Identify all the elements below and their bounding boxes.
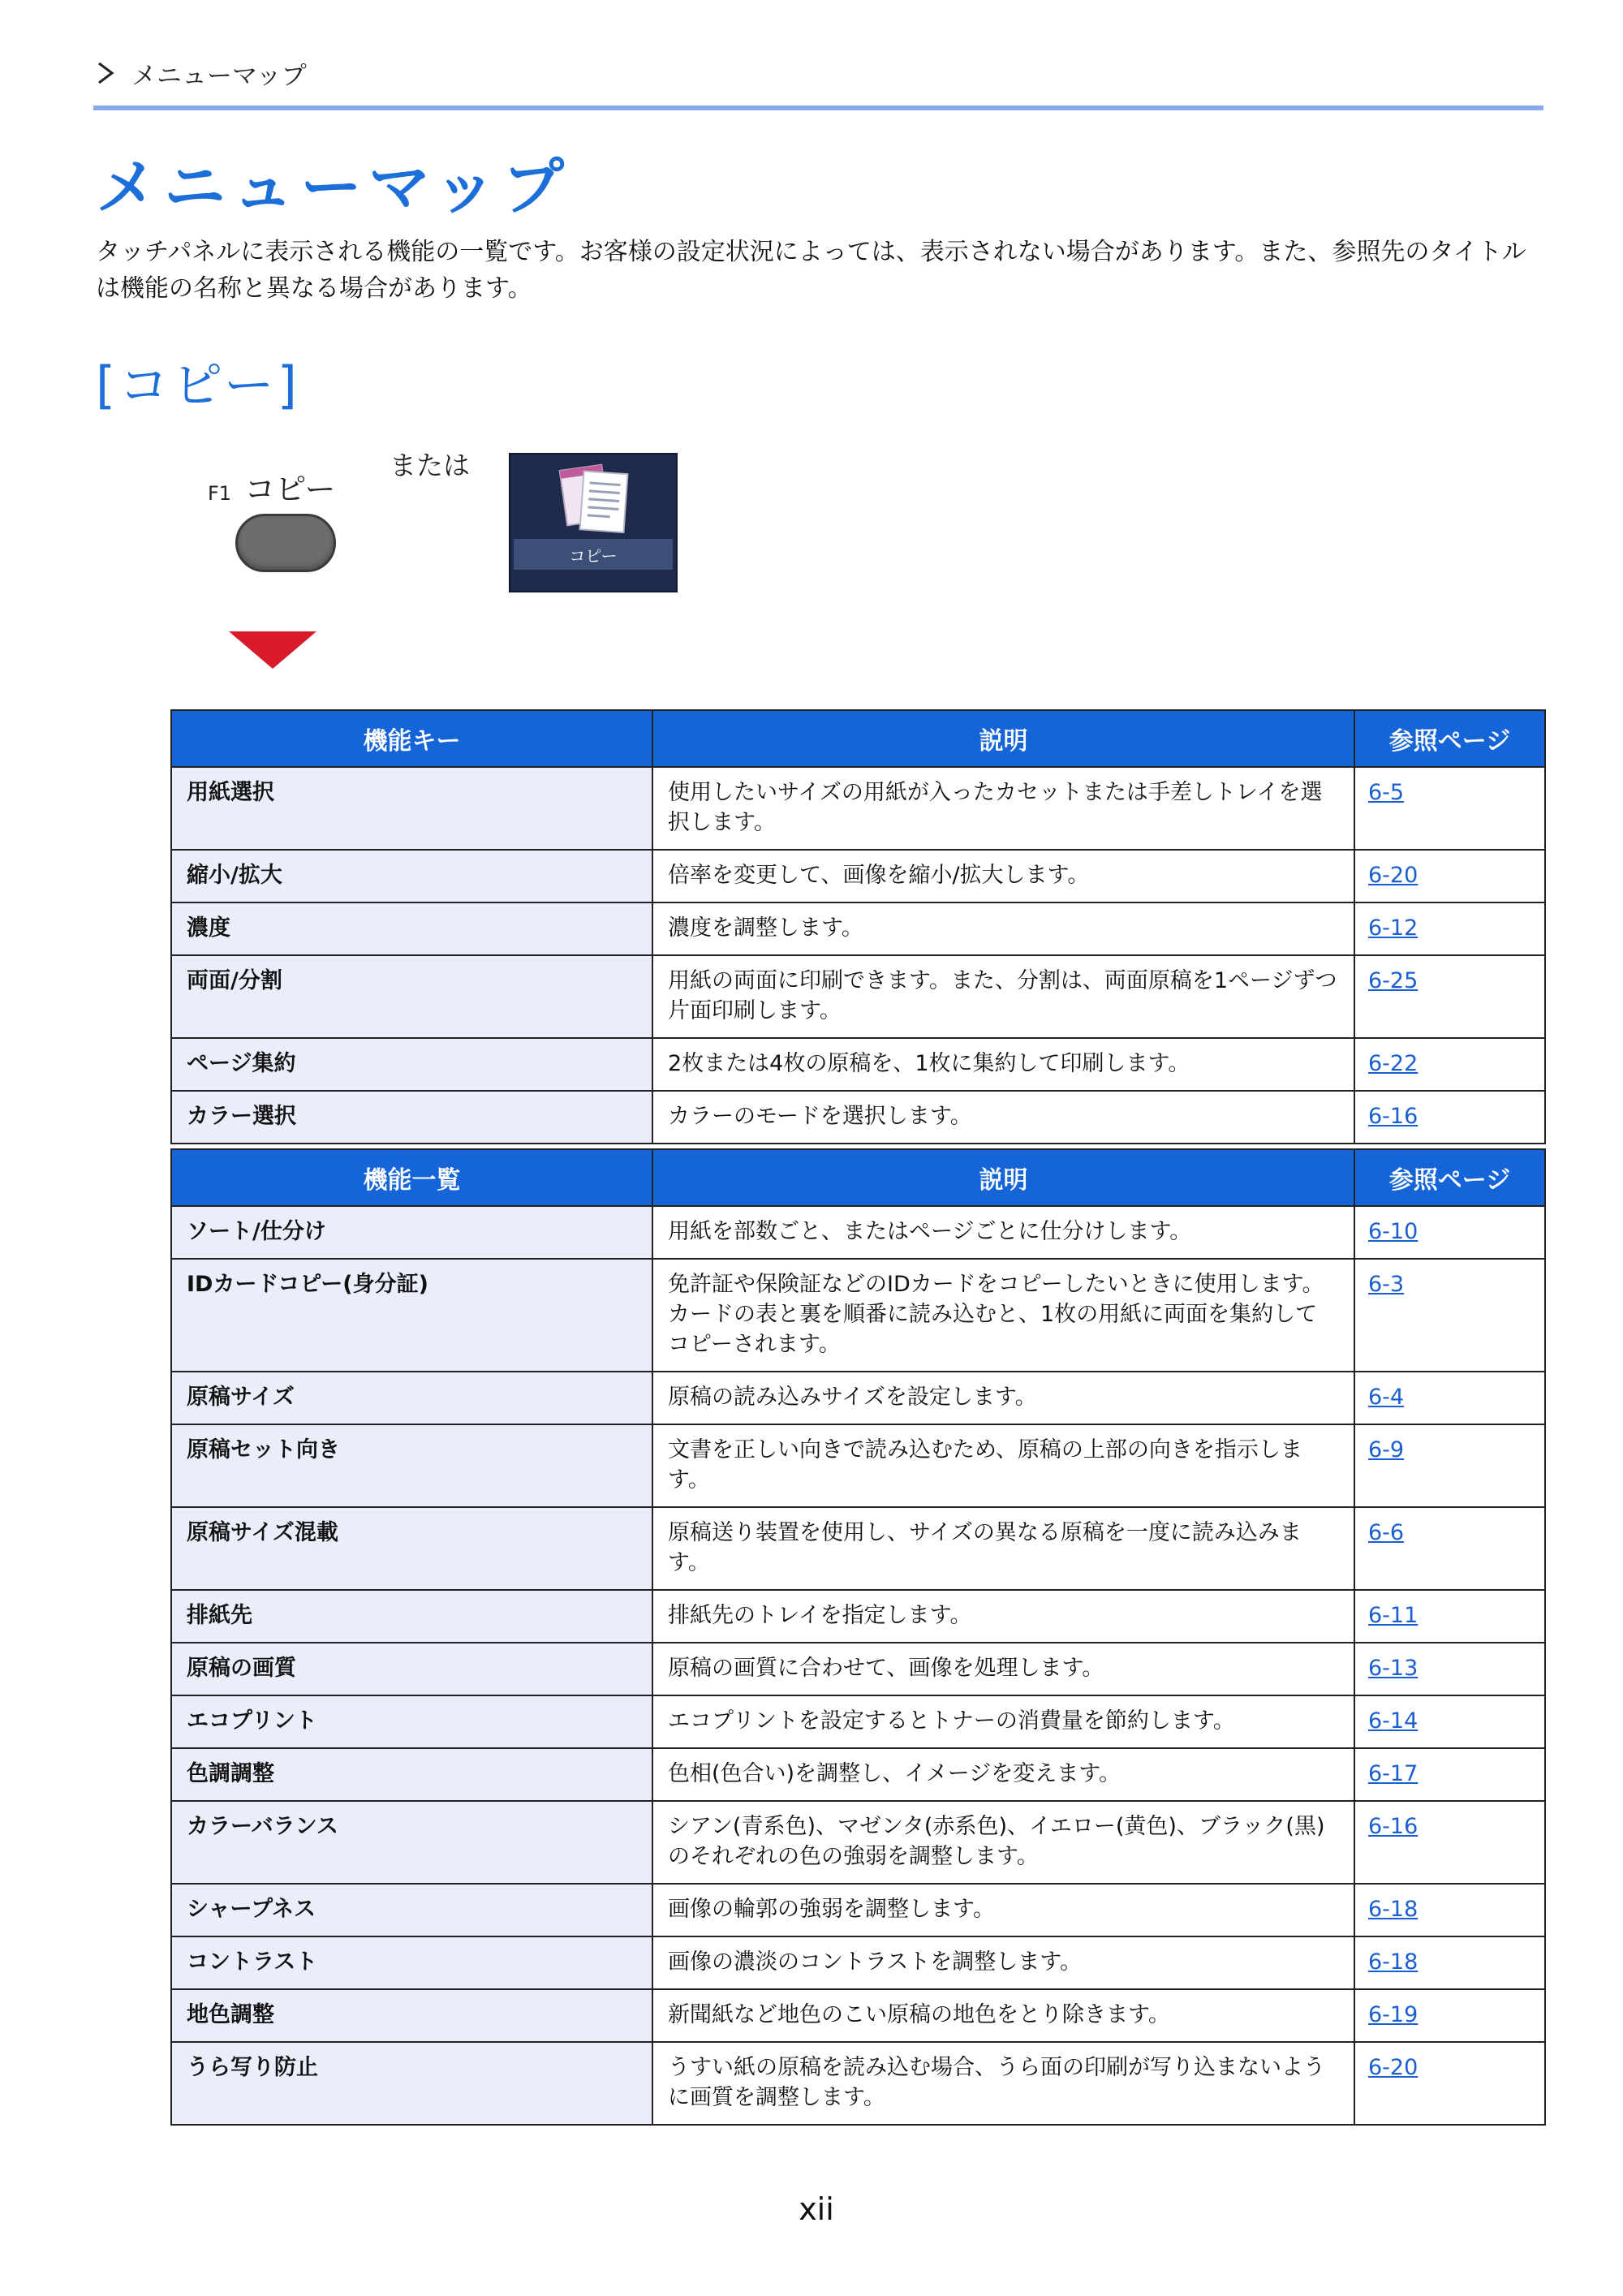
function-name: カラーバランス [171, 1801, 652, 1884]
function-name: 色調調整 [171, 1748, 652, 1801]
function-name: ページ集約 [171, 1038, 652, 1091]
function-description: 倍率を変更して、画像を縮小/拡大します。 [652, 850, 1354, 902]
function-list-table [170, 1148, 1546, 2126]
reference-page-link[interactable]: 6-25 [1368, 968, 1419, 993]
function-description: 色相(色合い)を調整し、イメージを変えます。 [652, 1748, 1354, 1801]
function-description: 用紙を部数ごと、またはページごとに仕分けします。 [652, 1206, 1354, 1259]
intro-text: タッチパネルに表示される機能の一覧です。お客様の設定状況によっては、表示されない場合があります。また、参照先のタイトルは機能の名称と異なる場合があります。 [96, 238, 1526, 303]
table-row [171, 1884, 1545, 1936]
function-description: うすい紙の原稿を読み込む場合、うら面の印刷が写り込まないように画質を調整します。 [652, 2042, 1354, 2125]
function-description: シアン(青系色)、マゼンタ(赤系色)、イエロー(黄色)、ブラック(黒)のそれぞれの色の強弱を調整します。 [652, 1801, 1354, 1884]
function-description: 原稿送り装置を使用し、サイズの異なる原稿を一度に読み込みます。 [652, 1507, 1354, 1590]
page-number: xii [799, 2191, 834, 2227]
table-row [171, 850, 1545, 902]
table-row [171, 1748, 1545, 1801]
function-description: 免許証や保険証などのIDカードをコピーしたいときに使用します。カードの表と裏を順番に読み込むと、1枚の用紙に両面を集約してコピーされます。 [652, 1259, 1354, 1372]
reference-page-link[interactable]: 6-16 [1368, 1814, 1419, 1839]
reference-page-link[interactable]: 6-16 [1368, 1104, 1419, 1129]
table-row [171, 2042, 1545, 2125]
reference-page-link[interactable]: 6-20 [1368, 2055, 1419, 2080]
reference-page-link[interactable]: 6-4 [1368, 1385, 1405, 1410]
function-description: エコプリントを設定するとトナーの消費量を節約します。 [652, 1695, 1354, 1748]
reference-page-link[interactable]: 6-22 [1368, 1051, 1419, 1076]
table-row [171, 902, 1545, 955]
reference-page-link[interactable]: 6-11 [1368, 1603, 1419, 1628]
table-row [171, 1372, 1545, 1424]
table-row [171, 1038, 1545, 1091]
reference-page-link[interactable]: 6-18 [1368, 1897, 1419, 1922]
function-description: 排紙先のトレイを指定します。 [652, 1590, 1354, 1643]
chevron-right-icon [96, 61, 115, 85]
breadcrumb-link[interactable]: メニューマップ [131, 61, 307, 91]
table-row [171, 955, 1545, 1038]
breadcrumb [96, 57, 307, 89]
function-name: うら写り防止 [171, 2042, 652, 2125]
table-header-row [171, 710, 1545, 767]
function-name: カラー選択 [171, 1091, 652, 1144]
function-name: 濃度 [171, 902, 652, 955]
table-row [171, 1590, 1545, 1643]
function-name: IDカードコピー(身分証) [171, 1259, 652, 1372]
header-description: 説明 [652, 1149, 1354, 1206]
table-row [171, 1695, 1545, 1748]
reference-page-link[interactable]: 6-17 [1368, 1761, 1419, 1786]
tile-label-bar [514, 539, 673, 570]
function-name: コントラスト [171, 1936, 652, 1989]
function-name: 原稿サイズ混載 [171, 1507, 652, 1590]
header-reference-page: 参照ページ [1354, 710, 1545, 767]
table-row [171, 1424, 1545, 1507]
function-description: 2枚または4枚の原稿を、1枚に集約して印刷します。 [652, 1038, 1354, 1091]
reference-page-link[interactable]: 6-6 [1368, 1520, 1405, 1545]
function-name: シャープネス [171, 1884, 652, 1936]
function-name: 両面/分割 [171, 955, 652, 1038]
function-name: 原稿の画質 [171, 1643, 652, 1695]
reference-page-link[interactable]: 6-19 [1368, 2002, 1419, 2027]
tile-label: コピー [569, 545, 618, 566]
copy-documents-icon [553, 459, 637, 541]
table-row [171, 1989, 1545, 2042]
table-row [171, 767, 1545, 850]
function-description: 用紙の両面に印刷できます。また、分割は、両面原稿を1ページずつ片面印刷します。 [652, 955, 1354, 1038]
reference-page-link[interactable]: 6-3 [1368, 1272, 1405, 1297]
header-function-key: 機能キー [171, 710, 652, 767]
function-name: ソート/仕分け [171, 1206, 652, 1259]
function-description: 使用したいサイズの用紙が入ったカセットまたは手差しトレイを選択します。 [652, 767, 1354, 850]
function-name: 地色調整 [171, 1989, 652, 2042]
function-description: 原稿の読み込みサイズを設定します。 [652, 1372, 1354, 1424]
reference-page-link[interactable]: 6-13 [1368, 1656, 1419, 1681]
function-name: 排紙先 [171, 1590, 652, 1643]
function-name: 原稿セット向き [171, 1424, 652, 1507]
table-row [171, 1936, 1545, 1989]
table-row [171, 1259, 1545, 1372]
function-description: カラーのモードを選択します。 [652, 1091, 1354, 1144]
reference-page-link[interactable]: 6-12 [1368, 915, 1419, 941]
reference-page-link[interactable]: 6-20 [1368, 863, 1419, 888]
table-row [171, 1507, 1545, 1590]
function-key-number: F1 [208, 482, 232, 505]
function-description: 新聞紙など地色のこい原稿の地色をとり除きます。 [652, 1989, 1354, 2042]
header-function-list: 機能一覧 [171, 1149, 652, 1206]
function-key-name: コピー [244, 472, 336, 507]
reference-page-link[interactable]: 6-5 [1368, 780, 1405, 805]
function-name: 用紙選択 [171, 767, 652, 850]
function-key-label [208, 464, 336, 509]
reference-page-link[interactable]: 6-9 [1368, 1437, 1405, 1462]
function-description: 文書を正しい向きで読み込むため、原稿の上部の向きを指示します。 [652, 1424, 1354, 1507]
function-description: 画像の濃淡のコントラストを調整します。 [652, 1936, 1354, 1989]
down-arrow-icon [229, 631, 316, 669]
table-row [171, 1801, 1545, 1884]
function-description: 原稿の画質に合わせて、画像を処理します。 [652, 1643, 1354, 1695]
header-description: 説明 [652, 710, 1354, 767]
section-title: [コピー] [96, 355, 300, 415]
reference-page-link[interactable]: 6-10 [1368, 1219, 1419, 1244]
reference-page-link[interactable]: 6-14 [1368, 1708, 1419, 1734]
page-title: メニューマップ [96, 151, 570, 223]
header-reference-page: 参照ページ [1354, 1149, 1545, 1206]
copy-tile-illustration [509, 453, 678, 592]
function-name: エコプリント [171, 1695, 652, 1748]
or-text: または [390, 450, 470, 481]
function-key-table [170, 709, 1546, 1144]
function-description: 濃度を調整します。 [652, 902, 1354, 955]
function-description: 画像の輪郭の強弱を調整します。 [652, 1884, 1354, 1936]
function-name: 原稿サイズ [171, 1372, 652, 1424]
table-row [171, 1206, 1545, 1259]
table-header-row [171, 1149, 1545, 1206]
reference-page-link[interactable]: 6-18 [1368, 1949, 1419, 1975]
table-row [171, 1643, 1545, 1695]
function-name: 縮小/拡大 [171, 850, 652, 902]
header-divider [93, 106, 1543, 110]
table-row [171, 1091, 1545, 1144]
f1-key-button-illustration [235, 514, 336, 572]
